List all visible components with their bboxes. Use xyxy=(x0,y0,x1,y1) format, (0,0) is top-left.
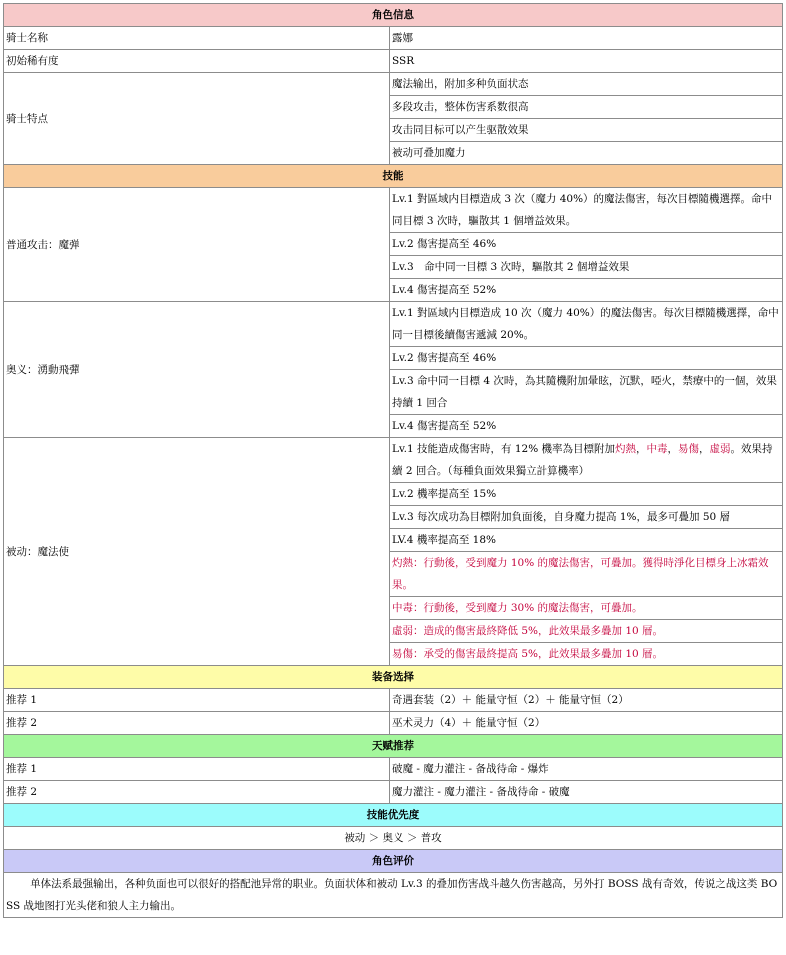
status-poison: 中毒 xyxy=(646,443,668,455)
trait-item: 被动可叠加魔力 xyxy=(390,142,783,165)
trait-item: 攻击同目标可以产生驱散效果 xyxy=(390,119,783,142)
passive-lv3: Lv.3 每次成功為目標附加負面後，自身魔力提高 1%，最多可疊加 50 層 xyxy=(390,506,783,529)
skill-name-ultimate: 奥义：湧動飛彈 xyxy=(4,302,390,438)
talent-value: 破魔 - 魔力灌注 - 备战待命 - 爆炸 xyxy=(390,758,783,781)
skill-level-text: Lv.1 對區域内目標造成 3 次（魔力 40%）的魔法傷害，每次目標隨機選擇。命中同目標 3 次時，驅散其 1 個增益效果。 xyxy=(390,188,783,233)
passive-lv1-suffix: 。效果持續 2 回合。（每種負面效果獨立計算機率） xyxy=(392,443,773,477)
rarity-value: SSR xyxy=(390,50,783,73)
skill-name-normal-attack: 普通攻击：魔弹 xyxy=(4,188,390,302)
passive-lv4: LV.4 機率提高至 18% xyxy=(390,529,783,552)
section-header-talent: 天赋推荐 xyxy=(4,735,783,758)
traits-label: 骑士特点 xyxy=(4,73,390,165)
section-header-role-info: 角色信息 xyxy=(4,4,783,27)
passive-lv2: Lv.2 機率提高至 15% xyxy=(390,483,783,506)
knight-name-value: 露娜 xyxy=(390,27,783,50)
trait-item: 多段攻击，整体伤害系数很高 xyxy=(390,96,783,119)
equipment-value: 巫术灵力（4）＋ 能量守恒（2） xyxy=(390,712,783,735)
character-guide-table xyxy=(3,3,783,918)
skill-level-text: Lv.4 傷害提高至 52% xyxy=(390,279,783,302)
section-header-skills: 技能 xyxy=(4,165,783,188)
separator: ， xyxy=(667,443,679,455)
skill-priority-value: 被动 ＞ 奥义 ＞ 普攻 xyxy=(4,827,783,850)
talent-value: 魔力灌注 - 魔力灌注 - 备战待命 - 破魔 xyxy=(390,781,783,804)
status-desc-poison: 中毒：行動後，受到魔力 30% 的魔法傷害，可疊加。 xyxy=(390,597,783,620)
status-desc-burn: 灼熱：行動後，受到魔力 10% 的魔法傷害，可疊加。獲得時淨化目標身上冰霜效果。 xyxy=(390,552,783,597)
review-text: 单体法系最强输出，各种负面也可以很好的搭配池异常的职业。负面状体和被动 Lv.3 的叠加伤害战斗越久伤害越高，另外打 BOSS 战有奇效，传说之战这类 BOSS 战地图打光头佬和狼人主力输出。 xyxy=(4,873,783,918)
section-header-equipment: 装备选择 xyxy=(4,666,783,689)
status-desc-weak: 虛弱：造成的傷害最終降低 5%，此效果最多疊加 10 層。 xyxy=(390,620,783,643)
equipment-label: 推荐 1 xyxy=(4,689,390,712)
status-wound: 易傷 xyxy=(678,443,700,455)
talent-label: 推荐 1 xyxy=(4,758,390,781)
skill-level-text: Lv.2 傷害提高至 46% xyxy=(390,233,783,256)
skill-level-text: Lv.1 對區域内目標造成 10 次（魔力 40%）的魔法傷害。每次目標隨機選擇，命中同一目標後續傷害遞減 20%。 xyxy=(390,302,783,347)
skill-level-text: Lv.2 傷害提高至 46% xyxy=(390,347,783,370)
section-header-skill-priority: 技能优先度 xyxy=(4,804,783,827)
skill-name-passive: 被动：魔法使 xyxy=(4,438,390,666)
passive-lv1-prefix: Lv.1 技能造成傷害時，有 12% 機率為目標附加 xyxy=(392,443,616,455)
rarity-label: 初始稀有度 xyxy=(4,50,390,73)
skill-level-text: Lv.4 傷害提高至 52% xyxy=(390,415,783,438)
section-header-review: 角色评价 xyxy=(4,850,783,873)
passive-lv1 xyxy=(390,438,783,483)
talent-label: 推荐 2 xyxy=(4,781,390,804)
status-desc-wound: 易傷：承受的傷害最終提高 5%，此效果最多疊加 10 層。 xyxy=(390,643,783,666)
trait-item: 魔法输出，附加多种负面状态 xyxy=(390,73,783,96)
separator: ， xyxy=(636,443,647,455)
separator: ， xyxy=(699,443,710,455)
equipment-value: 奇遇套装（2）＋ 能量守恒（2）＋ 能量守恒（2） xyxy=(390,689,783,712)
status-weak: 虛弱 xyxy=(709,443,731,455)
status-burn: 灼熱 xyxy=(615,443,637,455)
skill-level-text: Lv.3 命中同一目標 4 次時，為其隨機附加暈眩，沉默，啞火，禁療中的一個，效果持續 1 回合 xyxy=(390,370,783,415)
skill-level-text: Lv.3 命中同一目標 3 次時，驅散其 2 個增益效果 xyxy=(390,256,783,279)
knight-name-label: 骑士名称 xyxy=(4,27,390,50)
equipment-label: 推荐 2 xyxy=(4,712,390,735)
